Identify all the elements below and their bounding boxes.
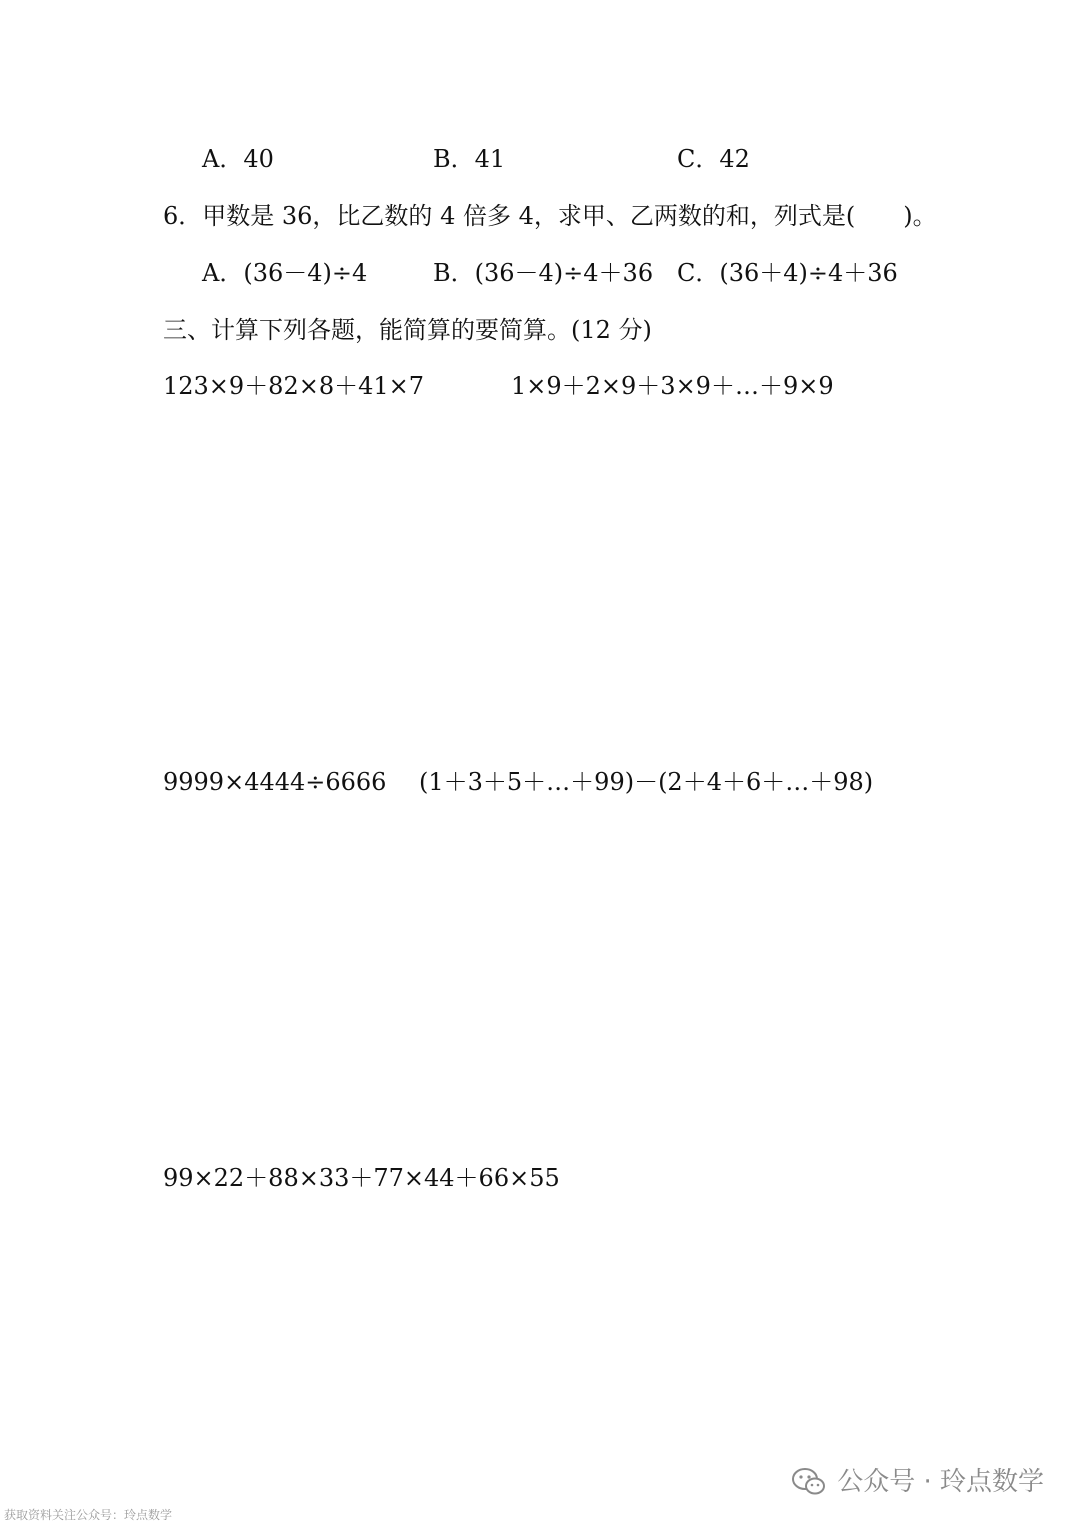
q5-option-b: B．41 <box>433 145 506 173</box>
problem-2: 1×9＋2×9＋3×9＋…＋9×9 <box>511 372 834 400</box>
section3-heading: 三、计算下列各题，能简算的要简算。(12 分) <box>163 316 652 344</box>
problem-1: 123×9＋82×8＋41×7 <box>163 372 425 400</box>
problem-3: 9999×4444÷6666 <box>163 768 387 796</box>
watermark-text: 公众号 · 玲点数学 <box>837 1467 1044 1497</box>
wechat-icon <box>791 1466 827 1498</box>
q6-option-b: B．(36－4)÷4＋36 <box>433 259 654 287</box>
footer-note: 获取资料关注公众号：玲点数学 <box>4 1508 173 1522</box>
problem-4: (1＋3＋5＋…＋99)－(2＋4＋6＋…＋98) <box>419 768 874 796</box>
watermark <box>791 1464 1044 1500</box>
q5-option-c: C．42 <box>677 145 750 173</box>
q6-option-c: C．(36＋4)÷4＋36 <box>677 259 898 287</box>
q6-option-a: A．(36－4)÷4 <box>202 259 368 287</box>
q5-option-a: A．40 <box>202 145 274 173</box>
q6-stem: 6．甲数是 36，比乙数的 4 倍多 4，求甲、乙两数的和，列式是( )。 <box>163 202 937 230</box>
problem-5: 99×22＋88×33＋77×44＋66×55 <box>163 1164 560 1192</box>
